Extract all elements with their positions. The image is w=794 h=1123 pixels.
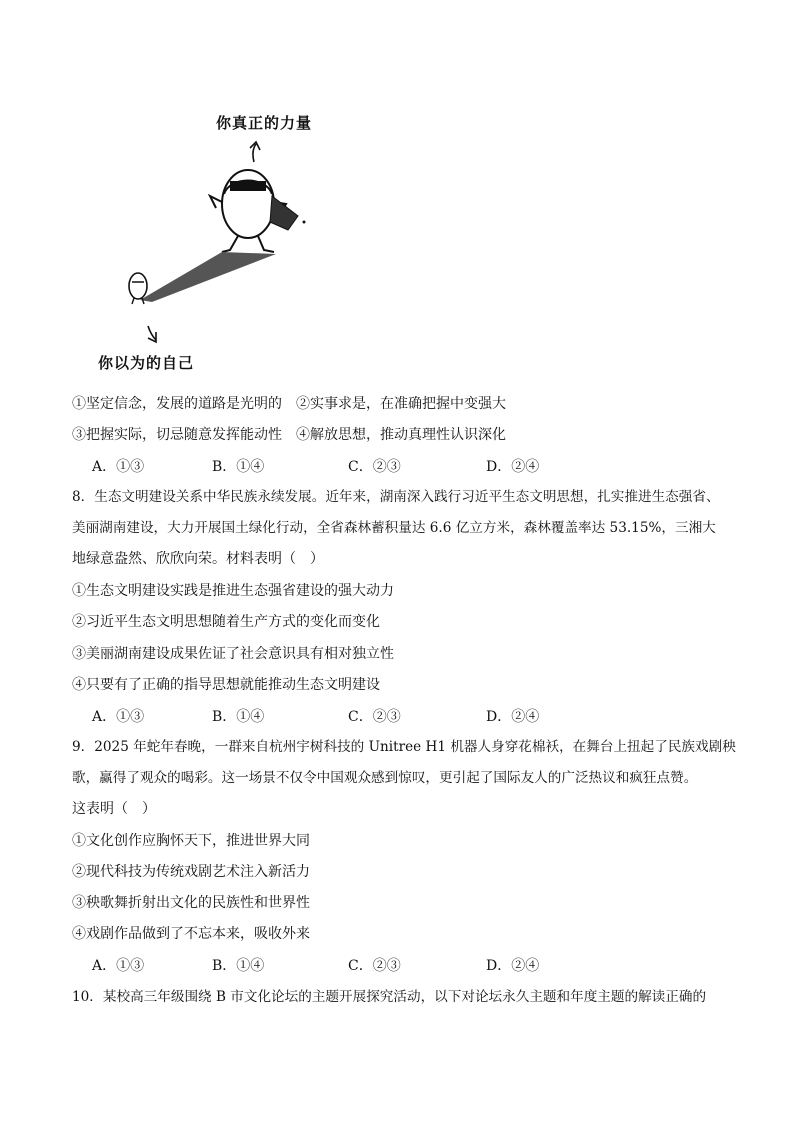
q8-option-1: ①生态文明建设实践是推进生态强省建设的强大动力 — [72, 583, 394, 599]
choice-d[interactable]: D．②④ — [486, 709, 540, 725]
q9-option-4: ④戏剧作品做到了不忘本来，吸收外来 — [72, 926, 310, 942]
q9-stem-line1: 9．2025 年蛇年春晚，一群来自杭州宇树科技的 Unitree H1 机器人身穿花棉袄，在舞台上扭起了民族戏剧秧 — [72, 739, 736, 755]
q8-choices — [92, 706, 652, 726]
choice-a[interactable]: A．①③ — [92, 459, 145, 475]
q8-stem-line3: 地绿意盎然、欣欣向荣。材料表明（ ） — [72, 551, 324, 567]
choice-a[interactable]: A．①③ — [92, 709, 145, 725]
q8-option-2: ②习近平生态文明思想随着生产方式的变化而变化 — [72, 614, 380, 630]
caption-true-strength: 你真正的力量 — [216, 114, 313, 132]
q9-option-3: ③秧歌舞折射出文化的民族性和世界性 — [72, 895, 310, 911]
choice-d[interactable]: D．②④ — [486, 958, 540, 974]
q10-stem-line1: 10．某校高三年级围绕 B 市文化论坛的主题开展探究活动，以下对论坛永久主题和年度主题的解读正确的 — [72, 989, 707, 1005]
q8-option-3: ③美丽湖南建设成果佐证了社会意识具有相对独立性 — [72, 646, 394, 662]
choice-d[interactable]: D．②④ — [486, 459, 540, 475]
choice-c[interactable]: C．②③ — [348, 709, 401, 725]
q9-stem-line3: 这表明（ ） — [72, 801, 156, 817]
q7-choices — [92, 456, 652, 476]
cartoon-drawing — [90, 104, 350, 380]
q7-options-line2: ③把握实际，切忌随意发挥能动性 ④解放思想，推动真理性认识深化 — [72, 427, 506, 443]
choice-a[interactable]: A．①③ — [92, 958, 145, 974]
q9-option-2: ②现代科技为传统戏剧艺术注入新活力 — [72, 864, 310, 880]
q8-stem-line1: 8．生态文明建设关系中华民族永续发展。近年来，湖南深入践行习近平生态文明思想，扎实推进生态强省、 — [72, 489, 720, 505]
choice-b[interactable]: B．①④ — [212, 459, 265, 475]
q9-option-1: ①文化创作应胸怀天下，推进世界大同 — [72, 833, 310, 849]
choice-c[interactable]: C．②③ — [348, 459, 401, 475]
caption-perceived-self: 你以为的自己 — [98, 354, 195, 372]
q8-option-4: ④只要有了正确的指导思想就能推动生态文明建设 — [72, 677, 380, 693]
choice-b[interactable]: B．①④ — [212, 958, 265, 974]
q7-options-line1: ①坚定信念，发展的道路是光明的 ②实事求是，在准确把握中变强大 — [72, 396, 506, 412]
q9-stem-line2: 歌，赢得了观众的喝彩。这一场景不仅令中国观众感到惊叹，更引起了国际友人的广泛热议和疯狂点赞。 — [72, 770, 698, 786]
q8-stem-line2: 美丽湖南建设，大力开展国土绿化行动，全省森林蓄积量达 6.6 亿立方米，森林覆盖率达 53.15%，三湘大 — [72, 520, 716, 536]
q9-choices — [92, 955, 652, 975]
choice-b[interactable]: B．①④ — [212, 709, 265, 725]
cartoon-illustration — [90, 104, 350, 380]
choice-c[interactable]: C．②③ — [348, 958, 401, 974]
